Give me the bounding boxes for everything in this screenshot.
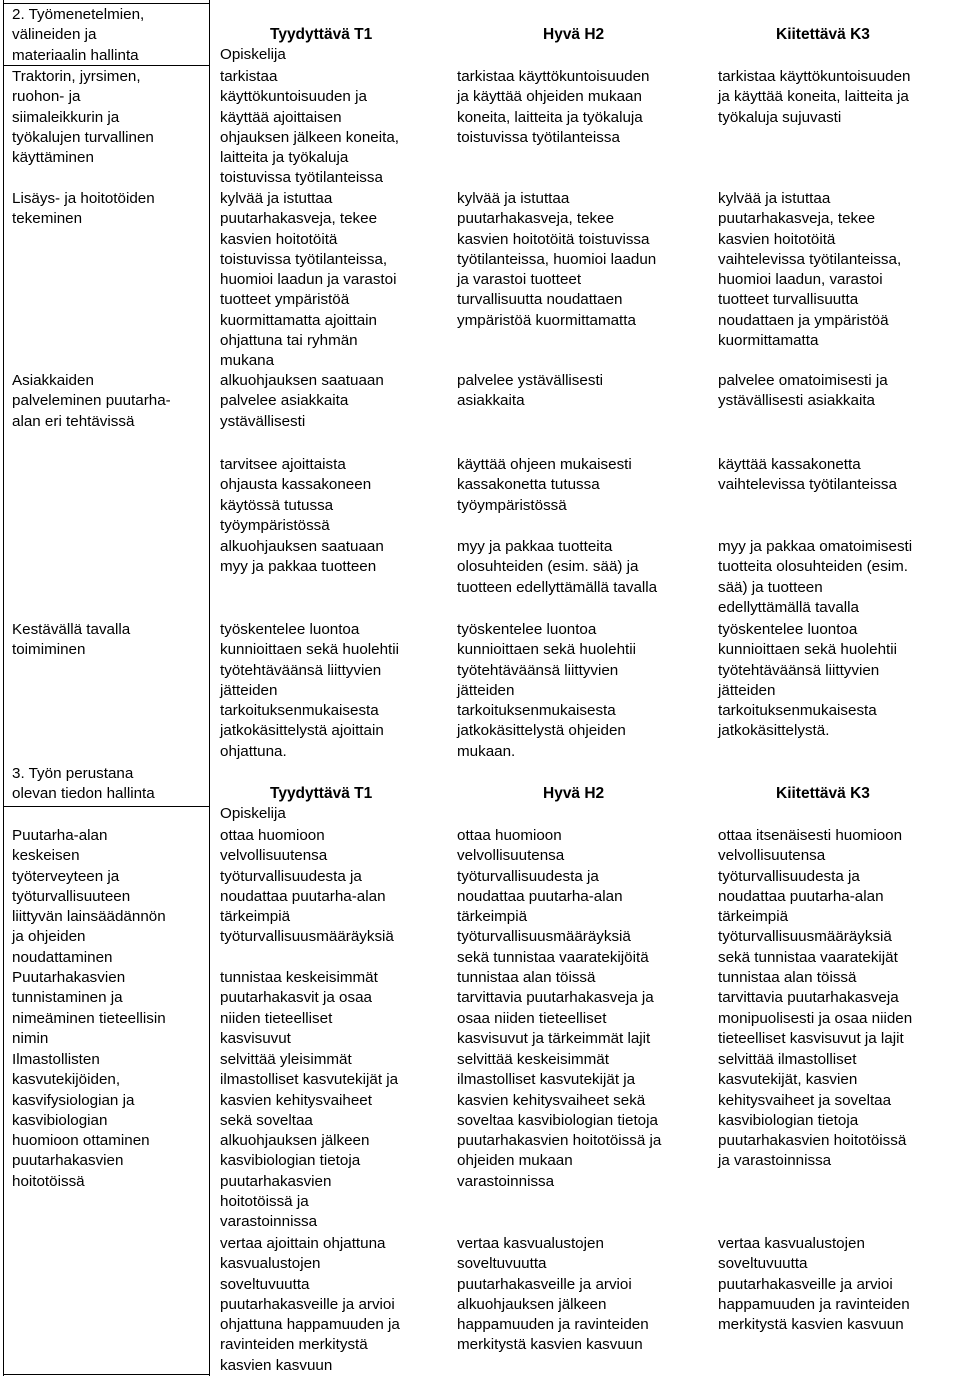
h2-description: kylvää ja istuttaa puutarhakasveja, tekee kasvien hoitotöitä toistuvissa työtilanteissa, huomioi laadun ja varastoi tuotteet turvallisuutta noudattaen ympäristöä kuormittamatta [457, 190, 657, 329]
h2-description: selvittää keskeisimmät ilmastolliset kasvutekijät ja kasvien kehitysvaiheet sekä soveltaa kasvibiologian tietoja puutarhakasvien hoitotöissä ja ohjeiden mukaan varastoinnissa [457, 1051, 662, 1190]
border-title-s3 [3, 806, 210, 807]
k3-description: tunnistaa alan töissä tarvittavia puutarhakasveja monipuolisesti ja osaa niiden tieteelliset kasvisuvut ja lajit [718, 969, 913, 1047]
section2-k3-header: Kiitettävä K3 [776, 26, 870, 43]
k3-description: tarkistaa käyttökuntoisuuden ja käyttää koneita, laitteita ja työkaluja sujuvasti [718, 68, 911, 126]
k3-description: selvittää ilmastolliset kasvutekijät, kasvien kehitysvaiheet ja soveltaa kasvibiologian tietoja puutarhakasvien hoitotöissä ja varastoinnissa [718, 1051, 907, 1170]
h2-description: palvelee ystävällisesti asiakkaita [457, 372, 604, 410]
t1-description: ottaa huomioon velvollisuutensa työturvallisuudesta ja noudattaa puutarha-alan tärkeimpiä työturvallisuusmääräyksiä [220, 827, 394, 946]
section3-title: 3. Työn perustana olevan tiedon hallinta [12, 765, 155, 803]
t1-description: työskentelee luontoa kunnioittaen sekä huolehtii työtehtäväänsä liittyvien jätteiden tarkoituksenmukaisesta jatkokäsittelystä ajoittain ohjattuna. [220, 621, 400, 760]
h2-description: tunnistaa alan töissä tarvittavia puutarhakasveja ja osaa niiden tieteelliset kasvisuvut ja tärkeimmät lajit [457, 969, 654, 1047]
t1-description: alkuohjauksen saatuaan myy ja pakkaa tuotteen [220, 538, 384, 576]
border-bottom [3, 1374, 210, 1375]
criterion-label: Asiakkaiden palveleminen puutarha- alan eri tehtävissä [12, 372, 171, 430]
criterion-label: Traktorin, jyrsimen, ruohon- ja siimaleikkurin ja työkalujen turvallinen käyttäminen [12, 68, 154, 167]
t1-description: tarkistaa käyttökuntoisuuden ja käyttää ajoittaisen ohjauksen jälkeen koneita, laitteita ja työkaluja toistuvissa työtilanteissa [220, 68, 400, 187]
criterion-label: Kestävällä tavalla toimiminen [12, 621, 131, 659]
section2-student-label: Opiskelija [220, 46, 286, 64]
t1-description: kylvää ja istuttaa puutarhakasveja, tekee kasvien hoitotöitä toistuvissa työtilanteissa, huomioi laadun ja varastoi tuotteet ympäristöä kuormittamatta ajoittain ohjattuna tai ryhmän mukana [220, 190, 397, 370]
section3-student-label: Opiskelija [220, 805, 286, 823]
t1-description: alkuohjauksen saatuaan palvelee asiakkaita ystävällisesti [220, 372, 384, 430]
k3-description: myy ja pakkaa omatoimisesti tuotteita olosuhteiden (esim. sää) ja tuotteen edellyttämällä tavalla [718, 538, 913, 616]
k3-description: vertaa kasvualustojen soveltuvuutta puutarhakasveille ja arvioi happamuuden ja ravinteiden merkitystä kasvien kasvuun [718, 1235, 910, 1334]
section3-k3-header: Kiitettävä K3 [776, 785, 870, 802]
h2-description: tarkistaa käyttökuntoisuuden ja käyttää ohjeiden mukaan koneita, laitteita ja työkaluja toistuvissa työtilanteissa [457, 68, 650, 146]
criterion-label: Puutarha-alan keskeisen työterveyteen ja työturvallisuuteen liittyvän lainsäädännön ja ohjeiden noudattaminen [12, 827, 166, 966]
section2-t1-header: Tyydyttävä T1 [270, 26, 373, 43]
section3-h2-header: Hyvä H2 [543, 785, 605, 802]
t1-description: vertaa ajoittain ohjattuna kasvualustojen soveltuvuutta puutarhakasveille ja arvioi ohjattuna happamuuden ja ravinteiden merkitystä kasvien kasvuun [220, 1235, 400, 1374]
criterion-label: Puutarhakasvien tunnistaminen ja nimeäminen tieteellisin nimin [12, 969, 166, 1047]
k3-description: kylvää ja istuttaa puutarhakasveja, tekee kasvien hoitotöitä vaihtelevissa työtilanteissa, huomioi laadun, varastoi tuotteet turvallisuutta noudattaen ja ympäristöä kuormittamatta [718, 190, 902, 350]
t1-description: selvittää yleisimmät ilmastolliset kasvutekijät ja kasvien kehitysvaiheet sekä soveltaa alkuohjauksen jälkeen kasvibiologian tietoja puutarhakasvien hoitotöissä ja varastoinnissa [220, 1051, 399, 1231]
section3-t1-header: Tyydyttävä T1 [270, 785, 373, 802]
k3-description: ottaa itsenäisesti huomioon velvollisuutensa työturvallisuudesta ja noudattaa puutarha-alan tärkeimpiä työturvallisuusmääräyksiä sekä tunnistaa vaaratekijät [718, 827, 903, 966]
criterion-label: Lisäys- ja hoitotöiden tekeminen [12, 190, 155, 228]
section2-h2-header: Hyvä H2 [543, 26, 605, 43]
k3-description: palvelee omatoimisesti ja ystävällisesti asiakkaita [718, 372, 888, 410]
k3-description: käyttää kassakonetta vaihtelevissa työtilanteissa [718, 456, 897, 494]
criterion-label: Ilmastollisten kasvutekijöiden, kasvifysiologian ja kasvibiologian huomioon ottaminen puutarhakasvien hoitotöissä [12, 1051, 150, 1190]
h2-description: työskentelee luontoa kunnioittaen sekä huolehtii työtehtäväänsä liittyvien jätteiden tarkoituksenmukaisesta jatkokäsittelystä ohjeiden mukaan. [457, 621, 637, 760]
k3-description: työskentelee luontoa kunnioittaen sekä huolehtii työtehtäväänsä liittyvien jätteiden tarkoituksenmukaisesta jatkokäsittelystä. [718, 621, 898, 740]
h2-description: vertaa kasvualustojen soveltuvuutta puutarhakasveille ja arvioi alkuohjauksen jälkeen happamuuden ja ravinteiden merkitystä kasvien kasvuun [457, 1235, 649, 1354]
border-top [3, 3, 210, 4]
h2-description: myy ja pakkaa tuotteita olosuhteiden (esim. sää) ja tuotteen edellyttämällä tavalla [457, 538, 658, 596]
border-left [3, 0, 4, 1376]
t1-description: tunnistaa keskeisimmät puutarhakasvit ja osaa niiden tieteelliset kasvisuvut [220, 969, 378, 1047]
section2-title: 2. Työmenetelmien, välineiden ja materiaalin hallinta [12, 6, 145, 64]
border-col1 [209, 0, 210, 1376]
h2-description: käyttää ohjeen mukaisesti kassakonetta tutussa työympäristössä [457, 456, 632, 514]
h2-description: ottaa huomioon velvollisuutensa työturvallisuudesta ja noudattaa puutarha-alan tärkeimpiä työturvallisuusmääräyksiä sekä tunnistaa vaaratekijöitä [457, 827, 649, 966]
t1-description: tarvitsee ajoittaista ohjausta kassakoneen käytössä tutussa työympäristössä [220, 456, 372, 534]
